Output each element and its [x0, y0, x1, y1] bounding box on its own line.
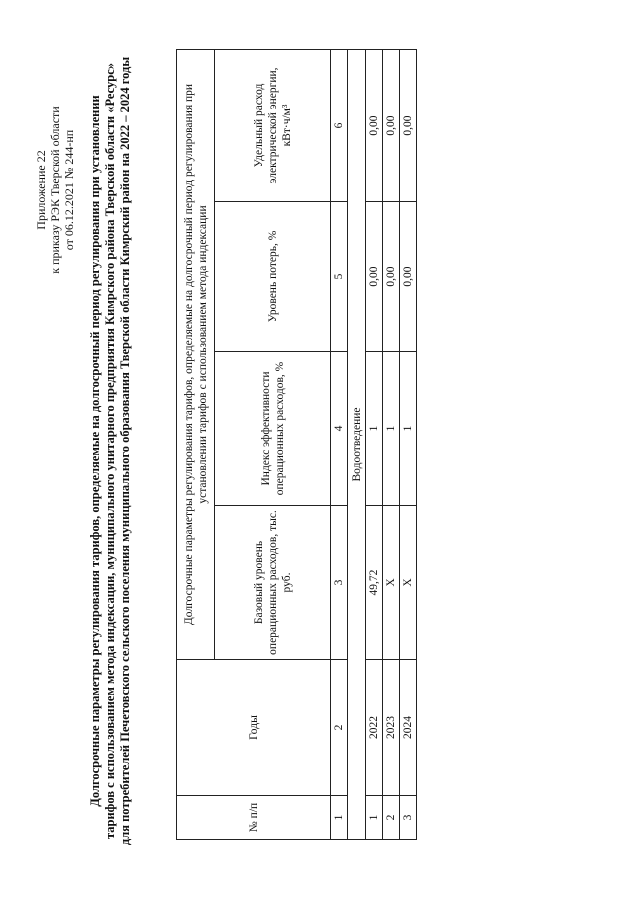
document-title [88, 50, 133, 852]
column-number: 4 [331, 352, 348, 506]
cell-num: 2 [383, 796, 400, 840]
header-energy-consumption: Удельный расход электрической энергии, кВт·ч/м³ [215, 49, 331, 201]
header-row [177, 49, 215, 839]
appendix-line: Приложение 22 [34, 150, 48, 230]
table-row [400, 49, 417, 839]
header-base-opex: Базовый уровень операционных расходов, тыс. руб. [215, 506, 331, 660]
table-row [366, 49, 383, 839]
cell-efficiency-index: 1 [366, 352, 383, 506]
cell-year: 2022 [366, 660, 383, 796]
cell-loss-level: 0,00 [366, 202, 383, 352]
cell-loss-level: 0,00 [383, 202, 400, 352]
column-number: 5 [331, 202, 348, 352]
title-line: Долгосрочные параметры регулирования тарифов, определяемые на долгосрочный период регулирования при установлении [88, 95, 102, 807]
cell-efficiency-index: 1 [400, 352, 417, 506]
cell-base-opex: Х [400, 506, 417, 660]
header-efficiency-index: Индекс эффективности операционных расходов, % [215, 352, 331, 506]
header-loss-level: Уровень потерь, % [215, 202, 331, 352]
appendix-line: от 06.12.2021 № 244-нп [62, 129, 76, 251]
column-number: 3 [331, 506, 348, 660]
column-number-row [331, 49, 348, 839]
cell-efficiency-index: 1 [383, 352, 400, 506]
cell-loss-level: 0,00 [400, 202, 417, 352]
cell-base-opex: 49,72 [366, 506, 383, 660]
cell-energy: 0,00 [400, 49, 417, 201]
section-row [348, 49, 366, 839]
column-number: 6 [331, 49, 348, 201]
table-row [383, 49, 400, 839]
title-line: для потребителей Печетовского сельского поселения муниципального образования Тверской области Кимрский район на 2022 – 2024 годы [118, 56, 132, 846]
appendix-block [34, 60, 76, 320]
cell-base-opex: Х [383, 506, 400, 660]
rotated-document-page [0, 20, 620, 880]
header-years: Годы [177, 660, 331, 796]
cell-energy: 0,00 [366, 49, 383, 201]
parameters-table [176, 49, 417, 840]
cell-year: 2024 [400, 660, 417, 796]
cell-num: 1 [366, 796, 383, 840]
cell-num: 3 [400, 796, 417, 840]
cell-year: 2023 [383, 660, 400, 796]
header-num: № п/п [177, 796, 331, 840]
column-number: 1 [331, 796, 348, 840]
header-group: Долгосрочные параметры регулирования тарифов, определяемые на долгосрочный период регулирования при установлении тарифов с использованием метода индексации [177, 49, 215, 659]
appendix-line: к приказу РЭК Тверской области [48, 106, 62, 274]
cell-energy: 0,00 [383, 49, 400, 201]
section-label: Водоотведение [348, 49, 366, 839]
title-line: тарифов с использованием метода индексации, муниципального унитарного предприятия Кимрского района Тверской области «Ресурс» [103, 63, 117, 840]
column-number: 2 [331, 660, 348, 796]
